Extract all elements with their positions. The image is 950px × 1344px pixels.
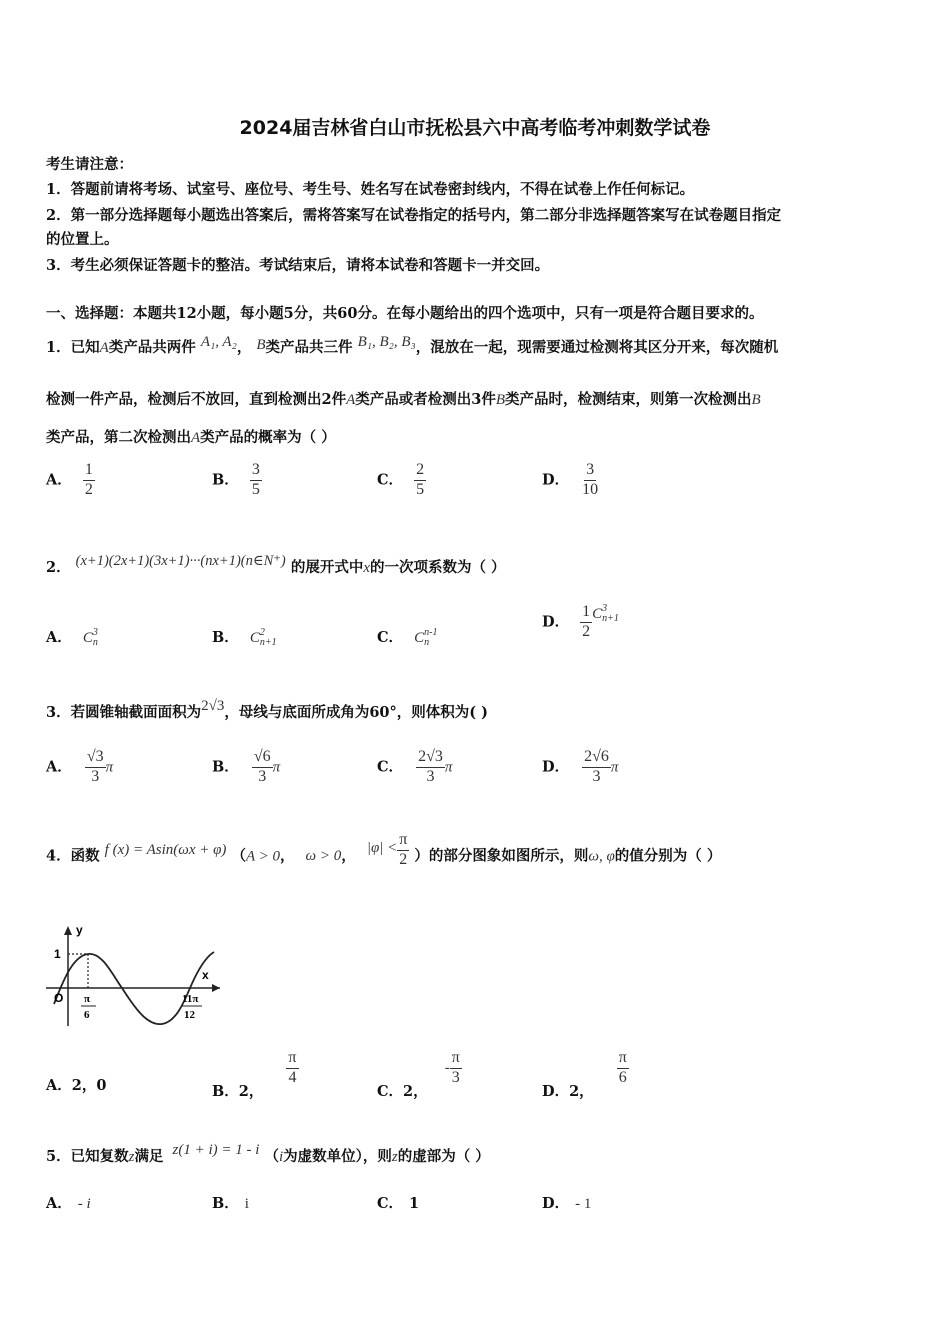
- section-heading: 一、选择题：本题共12小题，每小题5分，共60分。在每小题给出的四个选项中，只有一项是符合题目要求的。: [46, 305, 764, 322]
- q1-option-d[interactable]: D． $\frac{3}{10}$: [542, 461, 599, 498]
- q5-option-a[interactable]: A． - i: [46, 1195, 91, 1212]
- y-axis-arrow-icon: [64, 926, 72, 935]
- q2-option-d[interactable]: D． $\frac{1}{2}$ C 3 n+1: [542, 603, 619, 640]
- y-label: y: [76, 923, 83, 937]
- question-1-line-2: 检测一件产品，检测后不放回，直到检测出2件A类产品或者检测出3件B类产品时，检测结束，则第一次检测出B: [46, 391, 761, 408]
- q3-option-a[interactable]: A． $\frac{√3}{3}$ π: [46, 748, 114, 785]
- x-label: x: [202, 968, 209, 982]
- q1-option-b[interactable]: B． $\frac{3}{5}$: [212, 461, 260, 498]
- q3-option-b[interactable]: B． $\frac{√6}{3}$ π: [212, 748, 281, 785]
- q4-option-d[interactable]: D．2， $\frac{\pi}{6}$: [542, 1049, 627, 1101]
- question-1-line-1: 1．已知A类产品共两件 A₁, A₂， B类产品共三件 B₁, B₂, B₃，混放在一起，现需要通过检测将其区分开来，每次随机: [46, 334, 779, 356]
- notice-item: 1．答题前请将考场、试室号、座位号、考生号、姓名写在试卷密封线内，不得在试卷上作任何标记。: [46, 181, 695, 198]
- question-3: 3．若圆锥轴截面面积为2√3，母线与底面所成角为60°，则体积为( ): [46, 698, 489, 721]
- question-2: 2． (x+1)(2x+1)(3x+1)···(nx+1)(n∈N⁺) 的展开式中x的一次项系数为（ ）: [46, 553, 506, 576]
- q3-option-c[interactable]: C． $\frac{2√3}{3}$ π: [377, 748, 453, 785]
- question-4: 4．函数 f (x) = Asin(ωx + φ) （A > 0， ω > 0， |φ| < $\frac{\pi}{2}$ ）的部分图象如图所示，则ω, φ的值分别为（ ）: [46, 831, 722, 868]
- q1-option-a[interactable]: A． $\frac{1}{2}$: [46, 461, 93, 498]
- q5-option-c[interactable]: C． 1: [377, 1195, 420, 1212]
- q5-option-d[interactable]: D． - 1: [542, 1195, 592, 1212]
- tick-11pi12-num: 11π: [182, 993, 199, 1005]
- notice-item: 3．考生必须保证答题卡的整洁。考试结束后，请将本试卷和答题卡一并交回。: [46, 257, 550, 274]
- notice-heading: 考生请注意：: [46, 156, 133, 173]
- q4-option-a[interactable]: A．2，0: [46, 1077, 107, 1094]
- q2-option-c[interactable]: C． C n-1 n: [377, 627, 438, 648]
- question-1-line-3: 类产品，第二次检测出A类产品的概率为（ ）: [46, 429, 336, 446]
- q2-option-b[interactable]: B． C 2 n+1: [212, 627, 277, 648]
- tick-pi6-num: π: [84, 993, 91, 1005]
- page-title: 2024届吉林省白山市抚松县六中高考临考冲刺数学试卷: [239, 117, 711, 139]
- tick-11pi12-den: 12: [184, 1009, 195, 1021]
- x-axis-arrow-icon: [212, 984, 220, 992]
- origin-label: O: [54, 991, 64, 1005]
- sine-graph: [44, 922, 224, 1030]
- tick-pi6-den: 6: [84, 1009, 90, 1021]
- one-label: 1: [54, 947, 61, 961]
- q4-option-c[interactable]: C．2， - $\frac{\pi}{3}$: [377, 1049, 460, 1101]
- q1-option-c[interactable]: C． $\frac{2}{5}$: [377, 461, 425, 498]
- q3-option-d[interactable]: D． $\frac{2√6}{3}$ π: [542, 748, 619, 785]
- notice-item: 2．第一部分选择题每小题选出答案后，需将答案写在试卷指定的括号内，第二部分非选择题答案写在试卷题目指定: [46, 207, 782, 224]
- q2-option-a[interactable]: A． C 3 n: [46, 627, 98, 648]
- question-5: 5．已知复数z满足 z(1 + i) = 1 - i （i为虚数单位），则z的虚部为（ ）: [46, 1142, 490, 1165]
- notice-item: 的位置上。: [46, 231, 119, 248]
- q5-option-b[interactable]: B． i: [212, 1195, 249, 1212]
- q4-option-b[interactable]: B．2， $\frac{\pi}{4}$: [212, 1049, 297, 1101]
